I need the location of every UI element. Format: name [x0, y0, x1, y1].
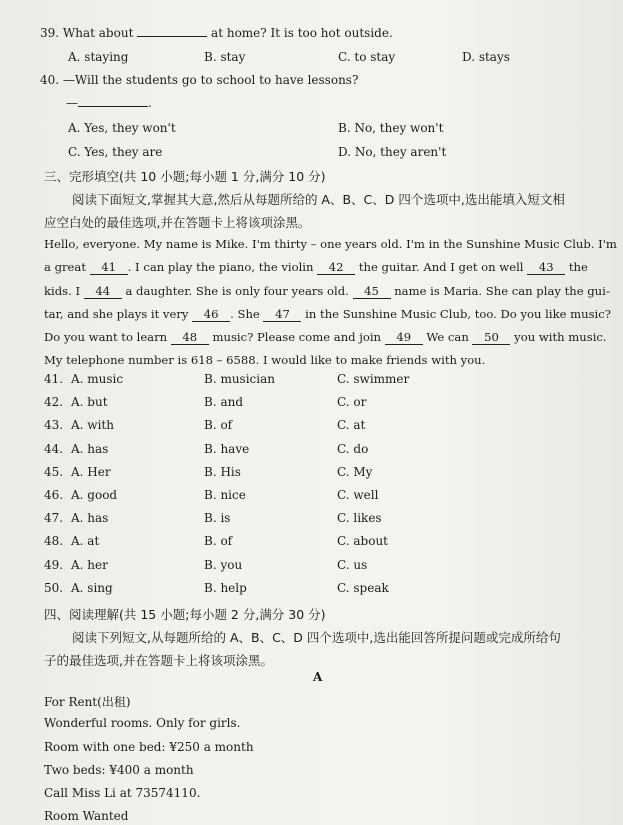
cloze-option-a: A. has — [71, 442, 109, 456]
blank-47: 47 — [263, 308, 301, 322]
question-number: 39. — [40, 26, 60, 40]
option-d: D. No, they aren't — [338, 145, 447, 159]
cloze-question-number: 50. — [44, 581, 64, 595]
blank-46: 46 — [192, 308, 230, 322]
question-number: 40. — [40, 73, 60, 87]
cloze-option-c: C. speak — [337, 581, 389, 595]
question-40 — [40, 73, 358, 87]
ad-line-6: Room Wanted — [44, 809, 129, 823]
option-a: A. Yes, they won't — [68, 121, 176, 135]
cloze-option-c: C. well — [337, 488, 379, 502]
blank-45: 45 — [353, 285, 391, 299]
cloze-option-a: A. music — [71, 372, 124, 386]
section-3-instructions-1: 阅读下面短文,掌握其大意,然后从每题所给的 A、B、C、D 四个选项中,选出能填入短文相 — [72, 192, 565, 207]
cloze-option-b: B. musician — [204, 372, 275, 386]
question-text-post: at home? It is too hot outside. — [211, 26, 393, 40]
passage-line-3: kids. I 44 a daughter. She is only four years old. 45 name is Maria. She can play the gui- — [44, 284, 610, 298]
cloze-option-b: B. His — [204, 465, 241, 479]
option-c: C. Yes, they are — [68, 145, 163, 159]
option-a: A. staying — [68, 50, 129, 64]
cloze-option-b: B. of — [204, 418, 233, 432]
cloze-option-a: A. Her — [71, 465, 111, 479]
cloze-question-number: 48. — [44, 534, 64, 548]
section-4-instructions-1: 阅读下列短文,从每题所给的 A、B、C、D 四个选项中,选出能回答所提问题或完成所给句 — [72, 630, 561, 645]
blank-41: 41 — [90, 261, 128, 275]
cloze-question-number: 45. — [44, 465, 64, 479]
answer-blank — [78, 106, 148, 107]
option-d: D. stays — [462, 50, 510, 64]
blank-50: 50 — [472, 331, 510, 345]
cloze-option-c: C. about — [337, 534, 388, 548]
passage-line-5: Do you want to learn 48 music? Please come and join 49 We can 50 you with music. — [44, 330, 607, 344]
cloze-option-b: B. have — [204, 442, 250, 456]
cloze-question-number: 42. — [44, 395, 64, 409]
blank-44: 44 — [84, 285, 122, 299]
cloze-question-number: 41. — [44, 372, 64, 386]
ad-line-3: Room with one bed: ¥250 a month — [44, 740, 254, 754]
cloze-option-c: C. at — [337, 418, 366, 432]
section-3-instructions-2: 应空白处的最佳选项,并在答题卡上将该项涂黑。 — [44, 215, 311, 230]
cloze-option-a: A. has — [71, 511, 109, 525]
cloze-option-b: B. of — [204, 534, 233, 548]
option-b: B. No, they won't — [338, 121, 444, 135]
answer-line: — . — [66, 96, 152, 110]
section-4-title: 四、阅读理解(共 15 小题;每小题 2 分,满分 30 分) — [44, 607, 326, 622]
cloze-question-number: 49. — [44, 558, 64, 572]
question-text-pre: What about — [62, 26, 134, 40]
cloze-question-number: 46. — [44, 488, 64, 502]
blank-48: 48 — [171, 331, 209, 345]
cloze-option-a: A. good — [71, 488, 118, 502]
cloze-option-a: A. with — [71, 418, 114, 432]
cloze-option-b: B. you — [204, 558, 243, 572]
ad-line-1: For Rent(出租) — [44, 695, 131, 709]
cloze-option-c: C. us — [337, 558, 368, 572]
cloze-question-number: 43. — [44, 418, 64, 432]
ad-line-5: Call Miss Li at 73574110. — [44, 786, 201, 800]
ad-line-2: Wonderful rooms. Only for girls. — [44, 716, 241, 730]
cloze-option-c: C. or — [337, 395, 367, 409]
cloze-option-c: C. swimmer — [337, 372, 410, 386]
part-a-heading: A — [313, 670, 323, 684]
passage-line-1: Hello, everyone. My name is Mike. I'm thirty – one years old. I'm in the Sunshine Music Club. I'm — [44, 237, 617, 251]
cloze-question-number: 44. — [44, 442, 64, 456]
blank-43: 43 — [527, 261, 565, 275]
cloze-option-b: B. and — [204, 395, 244, 409]
option-c: C. to stay — [338, 50, 396, 64]
answer-blank — [137, 36, 207, 37]
cloze-question-number: 47. — [44, 511, 64, 525]
cloze-option-b: B. nice — [204, 488, 246, 502]
cloze-option-a: A. but — [71, 395, 108, 409]
ad-line-4: Two beds: ¥400 a month — [44, 763, 194, 777]
cloze-option-b: B. help — [204, 581, 247, 595]
cloze-option-a: A. at — [71, 534, 100, 548]
cloze-option-b: B. is — [204, 511, 231, 525]
question-39 — [40, 26, 393, 40]
cloze-option-a: A. sing — [71, 581, 113, 595]
cloze-option-c: C. My — [337, 465, 373, 479]
blank-42: 42 — [317, 261, 355, 275]
section-4-instructions-2: 子的最佳选项,并在答题卡上将该项涂黑。 — [44, 653, 273, 668]
passage-line-6: My telephone number is 618 – 6588. I would like to make friends with you. — [44, 353, 486, 367]
section-3-title: 三、完形填空(共 10 小题;每小题 1 分,满分 10 分) — [44, 169, 326, 184]
question-text: —Will the students go to school to have lessons? — [62, 73, 359, 87]
passage-line-4: tar, and she plays it very 46 . She 47 in the Sunshine Music Club, too. Do you like music? — [44, 307, 611, 321]
blank-49: 49 — [385, 331, 423, 345]
cloze-option-c: C. do — [337, 442, 369, 456]
cloze-option-c: C. likes — [337, 511, 382, 525]
passage-line-2: a great 41 . I can play the piano, the violin 42 the guitar. And I get on well 43 the — [44, 260, 588, 274]
cloze-option-a: A. her — [71, 558, 108, 572]
option-b: B. stay — [204, 50, 246, 64]
